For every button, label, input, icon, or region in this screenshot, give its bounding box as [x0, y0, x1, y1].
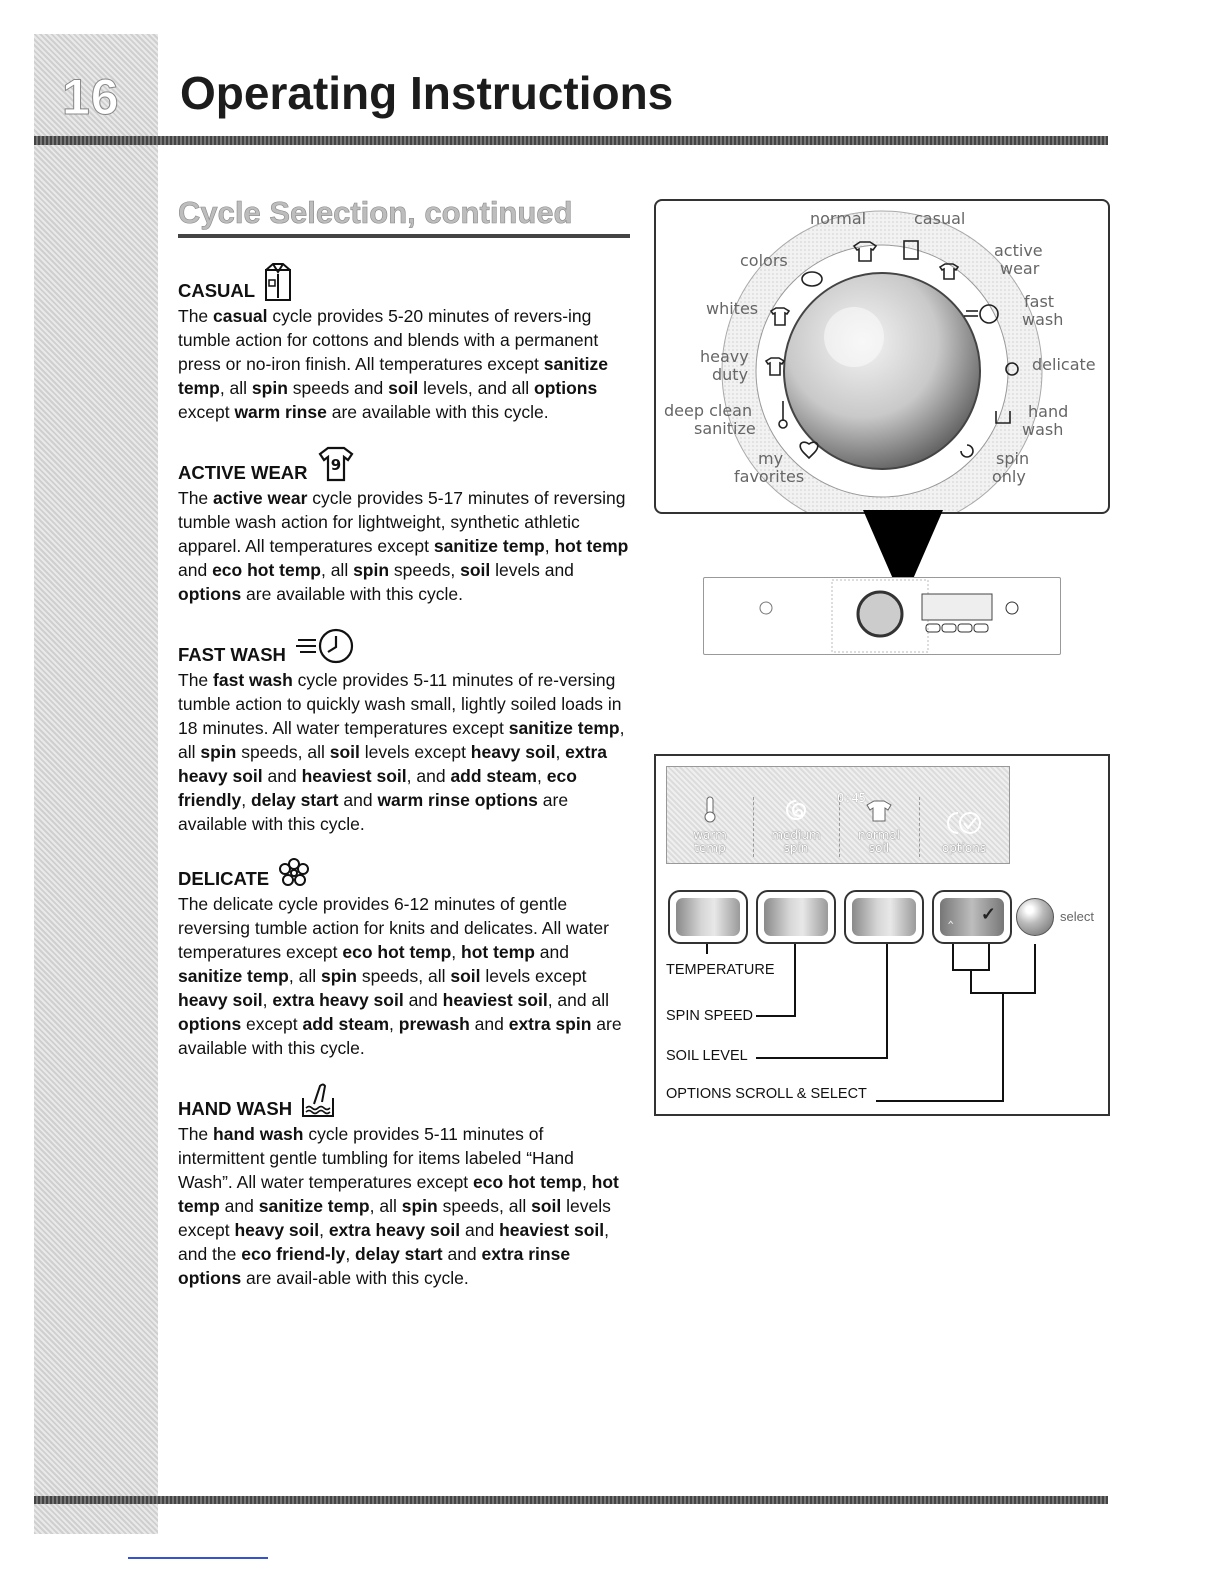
entry-heading: HAND WASH: [178, 1098, 293, 1119]
hand-wash-basin-icon: [300, 1080, 336, 1120]
dial-label-colors: colors: [740, 251, 788, 270]
cycle-descriptions: [178, 262, 633, 1310]
callout-options-scroll-select: OPTIONS SCROLL & SELECT: [666, 1086, 867, 1102]
dial-label-fast: fast: [1024, 292, 1055, 311]
entry-body: The casual cycle provides 5-20 minutes of revers-ing tumble action for cottons and blends with a permanent press or no-iron finish. All temperatures except sanitize temp, all spin speeds and soil levels, and all options except warm rinse are available with this cycle.: [178, 306, 608, 422]
dial-label-my: my: [758, 449, 784, 468]
dial-label-favorites: favorites: [734, 467, 805, 486]
dial-label-wash-2: wash: [1022, 420, 1064, 439]
dial-label-normal: normal: [810, 209, 867, 228]
entry-heading: CASUAL: [178, 280, 256, 301]
lcd-spin-segment: medium spin: [753, 767, 839, 863]
dial-label-only: only: [992, 467, 1026, 486]
entry-active-wear: [178, 444, 633, 606]
footer-link-underline: [128, 1557, 268, 1559]
dial-label-hand: hand: [1028, 402, 1069, 421]
dial-label-deep-clean: deep clean: [664, 401, 753, 420]
entry-delicate: [178, 856, 633, 1060]
thermometer-icon: [703, 795, 717, 823]
spin-icon: [783, 797, 809, 823]
section-title: Cycle Selection, continued: [178, 195, 573, 230]
callout-temperature: TEMPERATURE: [666, 962, 775, 978]
control-panel-detail: [654, 754, 1110, 1116]
entry-heading: DELICATE: [178, 868, 270, 889]
svg-text:9: 9: [330, 456, 341, 474]
entry-body: The hand wash cycle provides 5-11 minutes of intermittent gentle tumbling for items labeled “Hand Wash”. All water temperatures except eco hot temp, hot temp and sanitize temp, all spin speeds, all soil levels except heavy soil, extra heavy soil and heaviest soil, and the eco friend-ly, delay start and extra rinse options are avail-able with this cycle.: [178, 1124, 619, 1288]
callout-spin-speed: SPIN SPEED: [666, 1008, 754, 1024]
entry-heading: ACTIVE WEAR: [178, 462, 308, 483]
temperature-button[interactable]: [668, 890, 748, 944]
dial-label-whites: whites: [706, 299, 759, 318]
washer-panel-sketch: [704, 578, 1060, 654]
delicate-flower-icon: [277, 856, 311, 890]
options-check-icon: [944, 810, 984, 836]
lcd-display: [666, 766, 1010, 864]
entry-body: The delicate cycle provides 6-12 minutes of gentle reversing tumble action for knits and delicates. All water temperatures except eco hot temp, hot temp and sanitize temp, all spin speeds, all soil levels except heavy soil, extra heavy soil and heaviest soil, and all options except add steam, prewash and extra spin are available with this cycle.: [178, 894, 622, 1058]
lcd-temp-segment: warm temp: [667, 767, 753, 863]
dial-label-spin: spin: [996, 449, 1030, 468]
spin-speed-button[interactable]: [756, 890, 836, 944]
dial-label-sanitize: sanitize: [694, 419, 756, 438]
dial-label-active: active: [994, 241, 1043, 260]
dial-label-casual: casual: [914, 209, 966, 228]
washer-control-panel-thumbnail: [703, 577, 1061, 655]
lcd-soil-segment: normal soil: [839, 767, 919, 863]
entry-hand-wash: [178, 1080, 633, 1290]
casual-shirt-icon: [263, 262, 293, 302]
dial-label-wear: wear: [1000, 259, 1040, 278]
active-wear-shirt-icon: [316, 444, 356, 484]
lcd-time-remaining: 0:45: [837, 791, 866, 805]
page-number: 16: [62, 69, 120, 125]
callout-soil-level: SOIL LEVEL: [666, 1048, 748, 1064]
options-scroll-button[interactable]: [932, 890, 1012, 944]
footer-rule: [34, 1496, 1108, 1504]
checkmark-icon: ✓: [980, 904, 996, 924]
shirt-icon: [865, 799, 893, 823]
scroll-left-icon: ‸: [948, 907, 954, 924]
header-rule: [34, 136, 1108, 145]
lcd-options-segment: options: [919, 767, 1009, 863]
select-label: select: [1060, 909, 1094, 924]
select-button[interactable]: [1016, 898, 1054, 936]
entry-body: The fast wash cycle provides 5-11 minutes of re-versing tumble action to quickly wash small, lightly soiled loads in 18 minutes. All water temperatures except sanitize temp, all spin speeds, all soil levels except heavy soil, extra heavy soil and heaviest soil, and add steam, eco friendly, delay start and warm rinse options are available with this cycle.: [178, 670, 625, 834]
dial-label-duty: duty: [712, 365, 749, 384]
cycle-dial-illustration: [654, 199, 1110, 514]
entry-heading: FAST WASH: [178, 644, 286, 665]
soil-level-button[interactable]: [844, 890, 924, 944]
fast-wash-clock-icon: [294, 626, 358, 666]
entry-body: The active wear cycle provides 5-17 minutes of reversing tumble wash action for lightweight, synthetic athletic apparel. All temperatures except sanitize temp, hot temp and eco hot temp, all spin speeds, soil levels and options are available with this cycle.: [178, 488, 629, 604]
dial-label-heavy: heavy: [700, 347, 749, 366]
section-rule: [178, 234, 630, 238]
dial-label-delicate: delicate: [1032, 355, 1096, 374]
page-title: Operating Instructions: [180, 67, 674, 119]
entry-fast-wash: [178, 626, 633, 836]
entry-casual: [178, 262, 633, 424]
dial-label-wash-1: wash: [1022, 310, 1064, 329]
page-sidebar-band: [34, 34, 158, 1534]
